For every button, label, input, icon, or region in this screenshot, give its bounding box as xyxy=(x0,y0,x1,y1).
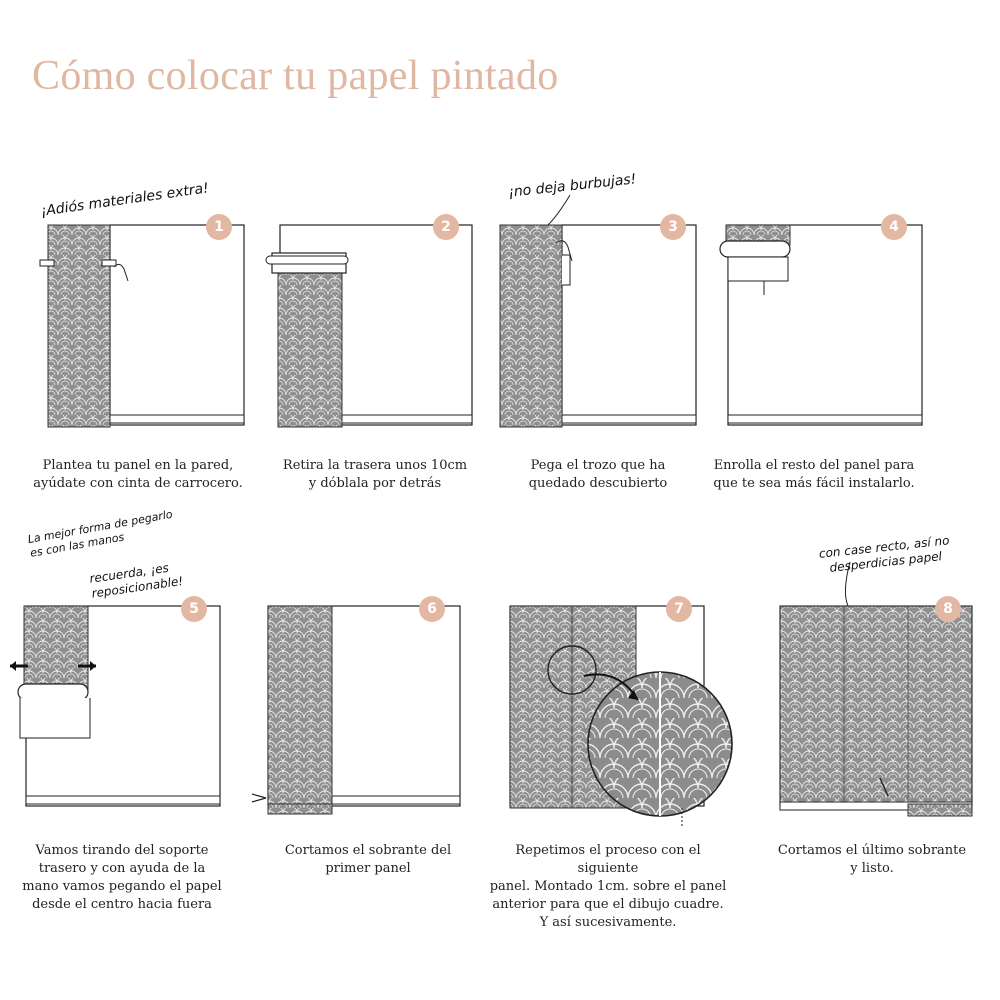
step-5-note: La mejor forma de pegarlo es con las manos xyxy=(26,507,174,560)
step-4-number: 4 xyxy=(881,214,907,240)
step-5-note-2: recuerda, ¡es reposicionable! xyxy=(88,560,184,601)
step-6-caption: Cortamos el sobrante del primer panel xyxy=(284,843,452,876)
step-7-caption: Repetimos el proceso con el siguiente panel. Montado 1cm. sobre el panel anterior para que el dibujo cuadre. Y así sucesivamente. xyxy=(489,843,727,930)
step-7-illustration xyxy=(488,598,728,818)
step-4-caption: Enrolla el resto del panel para que te sea más fácil instalarlo. xyxy=(713,458,915,491)
step-1-illustration xyxy=(30,215,270,435)
step-2-caption: Retira la trasera unos 10cm y dóblala por detrás xyxy=(282,458,468,491)
step-2-illustration xyxy=(258,215,498,435)
step-7-number: 7 xyxy=(666,596,692,622)
step-1-note: ¡Adiós materiales extra! xyxy=(39,180,210,220)
step-4-illustration xyxy=(712,215,952,435)
step-8-number: 8 xyxy=(935,596,961,622)
step-5-illustration xyxy=(8,598,248,818)
step-2-number: 2 xyxy=(433,214,459,240)
step-6-number: 6 xyxy=(419,596,445,622)
page-title: Cómo colocar tu papel pintado xyxy=(32,53,559,99)
step-3-number: 3 xyxy=(660,214,686,240)
step-3-note: ¡no deja burbujas! xyxy=(507,171,638,201)
step-1-caption: Plantea tu panel en la pared, ayúdate con cinta de carrocero. xyxy=(33,458,243,491)
step-6-illustration xyxy=(248,598,488,818)
step-5-caption: Vamos tirando del soporte trasero y con ayuda de la mano vamos pegando el papel desde el centro hacia fuera xyxy=(22,843,222,912)
step-3-illustration xyxy=(488,215,728,435)
step-8-note: con case recto, así no desperdicias papel xyxy=(818,533,951,575)
step-3-caption: Pega el trozo que ha quedado descubierto xyxy=(528,458,668,491)
step-8-caption: Cortamos el último sobrante y listo. xyxy=(777,843,967,876)
step-8-illustration xyxy=(760,598,1000,818)
step-5-number: 5 xyxy=(181,596,207,622)
step-1-number: 1 xyxy=(206,214,232,240)
